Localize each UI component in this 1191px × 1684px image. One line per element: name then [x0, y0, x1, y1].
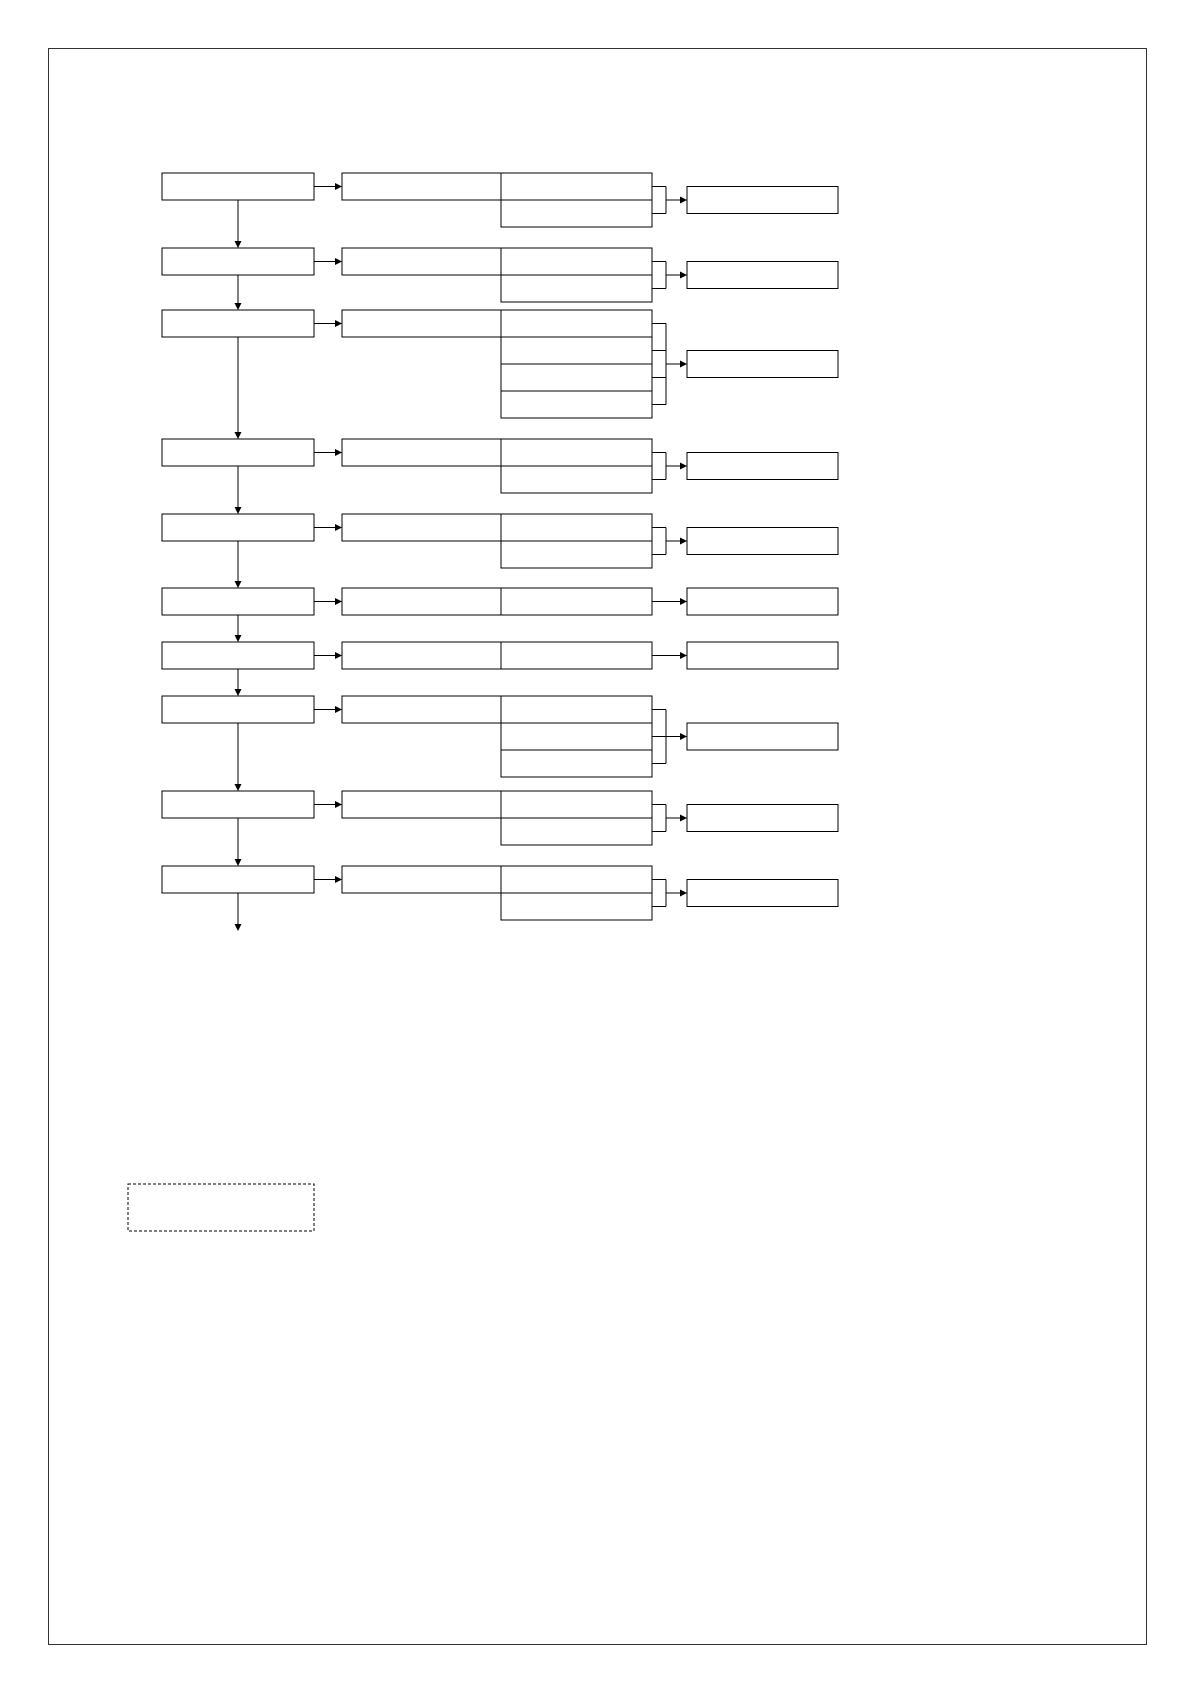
connector-arrow: [680, 815, 687, 822]
step-box: [162, 642, 314, 669]
step-box: [162, 588, 314, 615]
merge-bracket: [652, 187, 666, 214]
connector-arrow: [680, 463, 687, 470]
step-box: [162, 866, 314, 893]
connector-arrow: [335, 524, 342, 531]
flow-arrow: [235, 784, 242, 791]
step-box: [162, 173, 314, 200]
step-box: [162, 791, 314, 818]
detail-box: [342, 439, 501, 466]
result-box: [687, 723, 838, 750]
merge-bracket: [652, 880, 666, 907]
merge-bracket: [652, 528, 666, 555]
step-box: [162, 248, 314, 275]
flow-arrow: [235, 924, 242, 931]
detail-box: [342, 514, 501, 541]
sub-detail-box: [501, 248, 652, 275]
detail-box: [342, 248, 501, 275]
sub-detail-box: [501, 541, 652, 568]
result-box: [687, 805, 838, 832]
connector-arrow: [335, 652, 342, 659]
flow-arrow: [235, 689, 242, 696]
detail-box: [342, 866, 501, 893]
result-box: [687, 528, 838, 555]
legend-box: [128, 1184, 314, 1231]
sub-detail-box: [501, 696, 652, 723]
connector-arrow: [335, 801, 342, 808]
connector-arrow: [680, 272, 687, 279]
step-box: [162, 439, 314, 466]
step-box: [162, 514, 314, 541]
connector-arrow: [680, 652, 687, 659]
sub-detail-box: [501, 337, 652, 364]
merge-bracket: [652, 710, 666, 764]
sub-detail-box: [501, 391, 652, 418]
sub-detail-box: [501, 642, 652, 669]
result-box: [687, 187, 838, 214]
detail-box: [342, 173, 501, 200]
connector-arrow: [680, 197, 687, 204]
flow-arrow: [235, 303, 242, 310]
connector-arrow: [680, 890, 687, 897]
merge-bracket: [652, 262, 666, 289]
connector-arrow: [680, 733, 687, 740]
result-box: [687, 588, 838, 615]
merge-bracket: [652, 805, 666, 832]
connector-arrow: [335, 183, 342, 190]
result-box: [687, 262, 838, 289]
detail-box: [342, 791, 501, 818]
sub-detail-box: [501, 723, 652, 750]
sub-detail-box: [501, 893, 652, 920]
flow-arrow: [235, 581, 242, 588]
sub-detail-box: [501, 514, 652, 541]
flow-arrow: [235, 635, 242, 642]
result-box: [687, 453, 838, 480]
sub-detail-box: [501, 466, 652, 493]
flow-arrow: [235, 859, 242, 866]
detail-box: [342, 696, 501, 723]
result-box: [687, 880, 838, 907]
step-box: [162, 310, 314, 337]
sub-detail-box: [501, 750, 652, 777]
connector-arrow: [680, 598, 687, 605]
connector-arrow: [335, 598, 342, 605]
result-box: [687, 642, 838, 669]
connector-arrow: [335, 449, 342, 456]
sub-detail-box: [501, 791, 652, 818]
flow-arrow: [235, 507, 242, 514]
connector-arrow: [335, 258, 342, 265]
sub-detail-box: [501, 439, 652, 466]
sub-detail-box: [501, 818, 652, 845]
flow-arrow: [235, 241, 242, 248]
flow-arrow: [235, 432, 242, 439]
sub-detail-box: [501, 310, 652, 337]
merge-bracket: [652, 453, 666, 480]
connector-arrow: [680, 538, 687, 545]
connector-arrow: [335, 320, 342, 327]
merge-bracket: [652, 324, 666, 405]
sub-detail-box: [501, 173, 652, 200]
connector-arrow: [335, 876, 342, 883]
detail-box: [342, 642, 501, 669]
step-box: [162, 696, 314, 723]
sub-detail-box: [501, 200, 652, 227]
sub-detail-box: [501, 275, 652, 302]
result-box: [687, 351, 838, 378]
sub-detail-box: [501, 364, 652, 391]
connector-arrow: [335, 706, 342, 713]
connector-arrow: [680, 361, 687, 368]
detail-box: [342, 310, 501, 337]
sub-detail-box: [501, 866, 652, 893]
sub-detail-box: [501, 588, 652, 615]
detail-box: [342, 588, 501, 615]
